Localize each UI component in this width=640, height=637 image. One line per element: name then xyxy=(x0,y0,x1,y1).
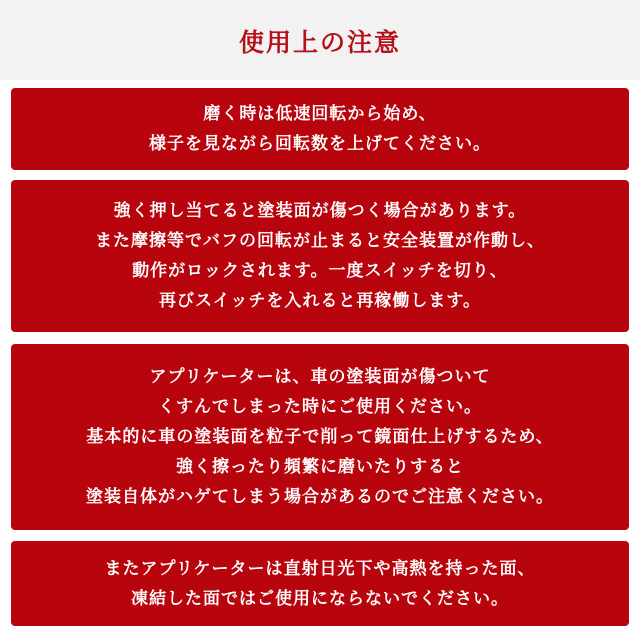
notice-line: 塗装自体がハゲてしまう場合があるのでご注意ください。 xyxy=(86,487,554,507)
notice-line: 様子を見ながら回転数を上げてください。 xyxy=(149,134,491,154)
notice-line: 動作がロックされます。一度スイッチを切り、 xyxy=(132,261,508,281)
notice-line: くすんでしまった時にご使用ください。 xyxy=(158,397,482,417)
header-bar xyxy=(0,0,640,80)
notice-line: 再びスイッチを入れると再稼働します。 xyxy=(159,291,481,311)
notice-line: 凍結した面ではご使用にならないでください。 xyxy=(131,588,509,609)
notice-line: 強く押し当てると塗装面が傷つく場合があります。 xyxy=(113,201,527,221)
notice-line: 磨く時は低速回転から始め、 xyxy=(203,104,437,124)
notice-box-1 xyxy=(11,88,629,170)
notice-line: 強く擦ったり頻繁に磨いたりすると xyxy=(176,457,464,477)
notice-line: また摩擦等でバフの回転が止まると安全装置が作動し、 xyxy=(95,231,545,251)
notice-line: またアプリケーターは直射日光下や高熱を持った面、 xyxy=(104,558,536,579)
notice-box-4 xyxy=(11,541,629,626)
notice-line: 基本的に車の塗装面を粒子で削って鏡面仕上げするため、 xyxy=(86,427,554,447)
notice-line: アプリケーターは、車の塗装面が傷ついて xyxy=(149,367,491,387)
notice-box-3 xyxy=(11,344,629,530)
notice-box-2 xyxy=(11,180,629,332)
page-title: 使用上の注意 xyxy=(238,28,401,57)
